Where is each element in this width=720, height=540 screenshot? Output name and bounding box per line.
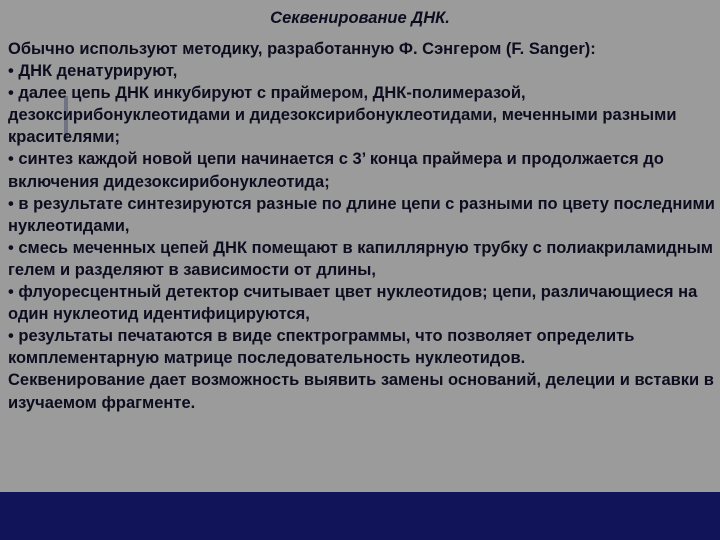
bullet-denature: • ДНК денатурируют, [8, 62, 178, 81]
slide-title: Секвенирование ДНК. [270, 9, 450, 27]
bullet-spectrogram: • результаты печатаются в виде спектрограммы, что позволяет определить комплементарную матрице последовательность нуклеотидов. [8, 327, 635, 368]
bullet-capillary: • смесь меченных цепей ДНК помещают в капиллярную трубку с полиакриламидным гелем и разделяют в зависимости от длины, [8, 238, 713, 279]
conclusion-paragraph: Секвенирование дает возможность выявить замены оснований, делеции и вставки в изучаемом фрагменте. [8, 371, 714, 412]
background-bottom-band [0, 492, 720, 540]
bullet-result-chains: • в результате синтезируются разные по длине цепи с разными по цвету последними нуклеотидами, [8, 194, 715, 235]
slide-body [8, 38, 716, 414]
bullet-incubate: • далее цепь ДНК инкубируют с праймером, ДНК-полимеразой, дезоксирибонуклеотидами и дидезоксирибонуклеотидами, меченными разными красителями; [8, 84, 677, 147]
bullet-synthesis: • синтез каждой новой цепи начинается с 3’ конца праймера и продолжается до включения дидезоксирибонуклеотида; [8, 150, 664, 191]
bullet-detector: • флуоресцентный детектор считывает цвет нуклеотидов; цепи, различающиеся на один нуклеотид идентифицируются, [8, 283, 698, 324]
intro-paragraph: Обычно используют методику, разработанную Ф. Сэнгером (F. Sanger): [8, 40, 596, 58]
